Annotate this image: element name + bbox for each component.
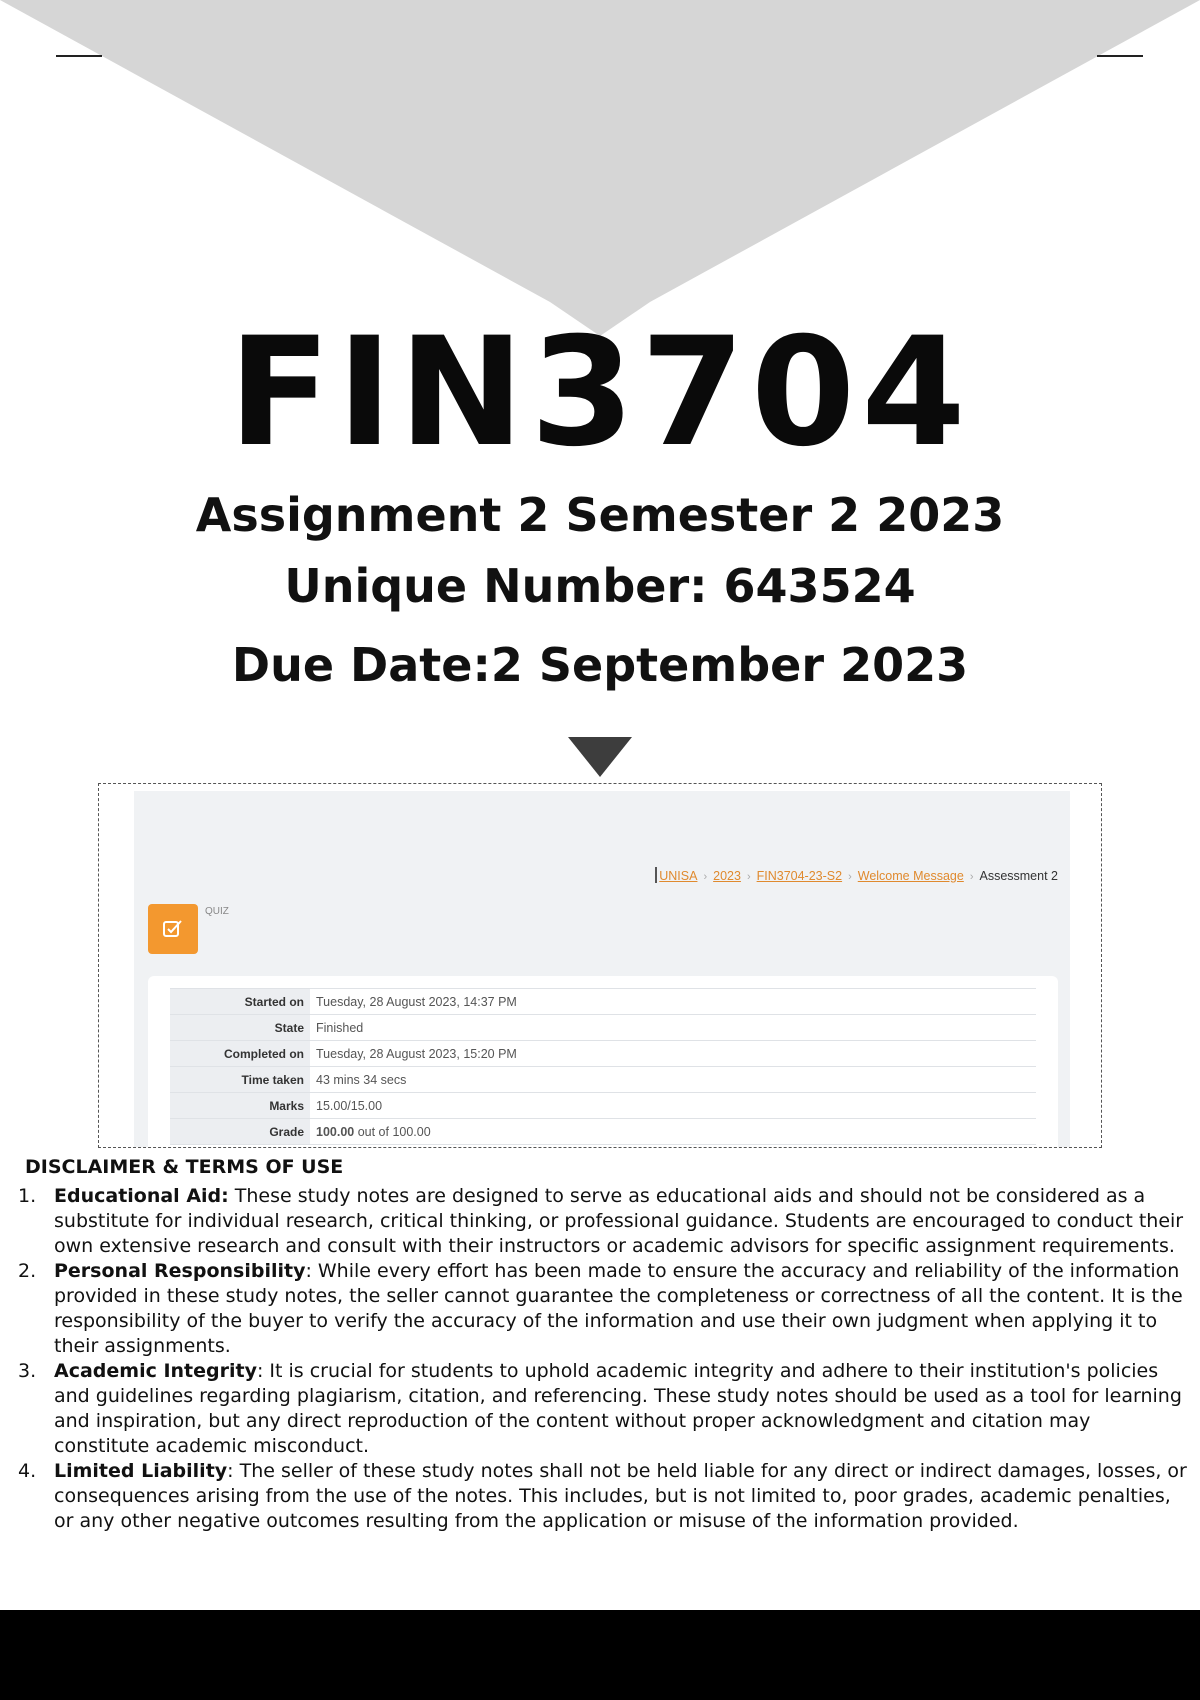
item-title: Academic Integrity xyxy=(54,1360,257,1382)
disclaimer-list xyxy=(18,1184,1190,1534)
item-title: Personal Responsibility xyxy=(54,1260,306,1282)
item-text: : The seller of these study notes shall not be held liable for any direct or indirect damages, losses, or consequences arising from the use of the notes. This includes, but is not limited to, poor grades, academic penalties, or any other negative outcomes resulting from the application or misuse of the information provided. xyxy=(54,1460,1187,1532)
chevron-right-icon: › xyxy=(848,871,852,883)
due-date: Due Date:2 September 2023 xyxy=(231,638,969,692)
attempt-summary-card xyxy=(148,976,1058,1148)
table-row xyxy=(170,1093,1036,1119)
down-arrow-icon xyxy=(568,737,632,777)
item-number: 1. xyxy=(18,1185,37,1207)
row-value: Tuesday, 28 August 2023, 15:20 PM xyxy=(310,1041,1036,1067)
item-title: Limited Liability xyxy=(54,1460,228,1482)
quiz-result-screenshot xyxy=(98,783,1102,1148)
table-row xyxy=(170,1041,1036,1067)
course-code-title: FIN3704 xyxy=(228,306,972,480)
row-value: Finished xyxy=(310,1015,1036,1041)
top-left-rule xyxy=(56,55,102,57)
bottom-black-bar xyxy=(0,1610,1200,1700)
item-number: 3. xyxy=(18,1360,37,1382)
breadcrumb-marker xyxy=(655,867,657,883)
row-label: Completed on xyxy=(170,1041,310,1067)
list-item xyxy=(18,1184,1190,1259)
row-label: Started on xyxy=(170,989,310,1015)
item-title: Educational Aid: xyxy=(54,1185,229,1207)
attempt-summary-table xyxy=(170,988,1036,1145)
row-value: Tuesday, 28 August 2023, 14:37 PM xyxy=(310,989,1036,1015)
grade-value: 100.00 xyxy=(316,1124,355,1139)
row-label: Grade xyxy=(170,1119,310,1145)
row-label: State xyxy=(170,1015,310,1041)
table-row xyxy=(170,1015,1036,1041)
item-number: 4. xyxy=(18,1460,37,1482)
top-right-rule xyxy=(1097,55,1143,57)
grade-total: out of 100.00 xyxy=(354,1124,431,1139)
item-number: 2. xyxy=(18,1260,37,1282)
list-item xyxy=(18,1259,1190,1359)
table-row xyxy=(170,1067,1036,1093)
quiz-edit-icon xyxy=(148,904,198,954)
breadcrumb-link[interactable]: UNISA xyxy=(659,869,698,883)
top-chevron-shape xyxy=(0,0,1200,340)
item-text: : It is crucial for students to uphold academic integrity and adhere to their institution's policies and guidelines regarding plagiarism, citation, and referencing. These study notes should be used as a tool for learning and inspiration, but any direct reproduction of the content without proper acknowledgment and citation may constitute academic misconduct. xyxy=(54,1360,1182,1457)
unique-number: Unique Number: 643524 xyxy=(284,559,916,613)
list-item xyxy=(18,1459,1190,1534)
breadcrumb-link[interactable]: 2023 xyxy=(713,869,741,883)
row-label: Time taken xyxy=(170,1067,310,1093)
chevron-right-icon: › xyxy=(703,871,708,883)
disclaimer-heading: DISCLAIMER & TERMS OF USE xyxy=(25,1156,344,1178)
row-value xyxy=(310,1119,1036,1145)
breadcrumb-link[interactable]: Welcome Message xyxy=(857,869,964,883)
breadcrumb-current: Assessment 2 xyxy=(979,869,1058,883)
table-row xyxy=(170,989,1036,1015)
list-item xyxy=(18,1359,1190,1459)
table-row xyxy=(170,1119,1036,1145)
chevron-right-icon: › xyxy=(746,871,751,883)
activity-type-label: QUIZ xyxy=(205,906,229,917)
assignment-subtitle: Assignment 2 Semester 2 2023 xyxy=(195,488,1005,542)
row-value: 15.00/15.00 xyxy=(310,1093,1036,1119)
row-value: 43 mins 34 secs xyxy=(310,1067,1036,1093)
row-label: Marks xyxy=(170,1093,310,1119)
breadcrumb xyxy=(655,867,1058,883)
chevron-right-icon: › xyxy=(969,871,974,883)
breadcrumb-link[interactable]: FIN3704-23-S2 xyxy=(756,869,843,883)
screenshot-background xyxy=(134,791,1070,1148)
item-text: : While every effort has been made to ensure the accuracy and reliability of the information provided in these study notes, the seller cannot guarantee the completeness or correctness of all the content. It is the responsibility of the buyer to verify the accuracy of the information and use their own judgment when applying it to their assignments. xyxy=(54,1260,1183,1357)
item-text: These study notes are designed to serve as educational aids and should not be considered as a substitute for individual research, critical thinking, or professional guidance. Students are encouraged to conduct their own extensive research and consult with their instructors or academic advisors for specific assignment requirements. xyxy=(54,1185,1184,1257)
